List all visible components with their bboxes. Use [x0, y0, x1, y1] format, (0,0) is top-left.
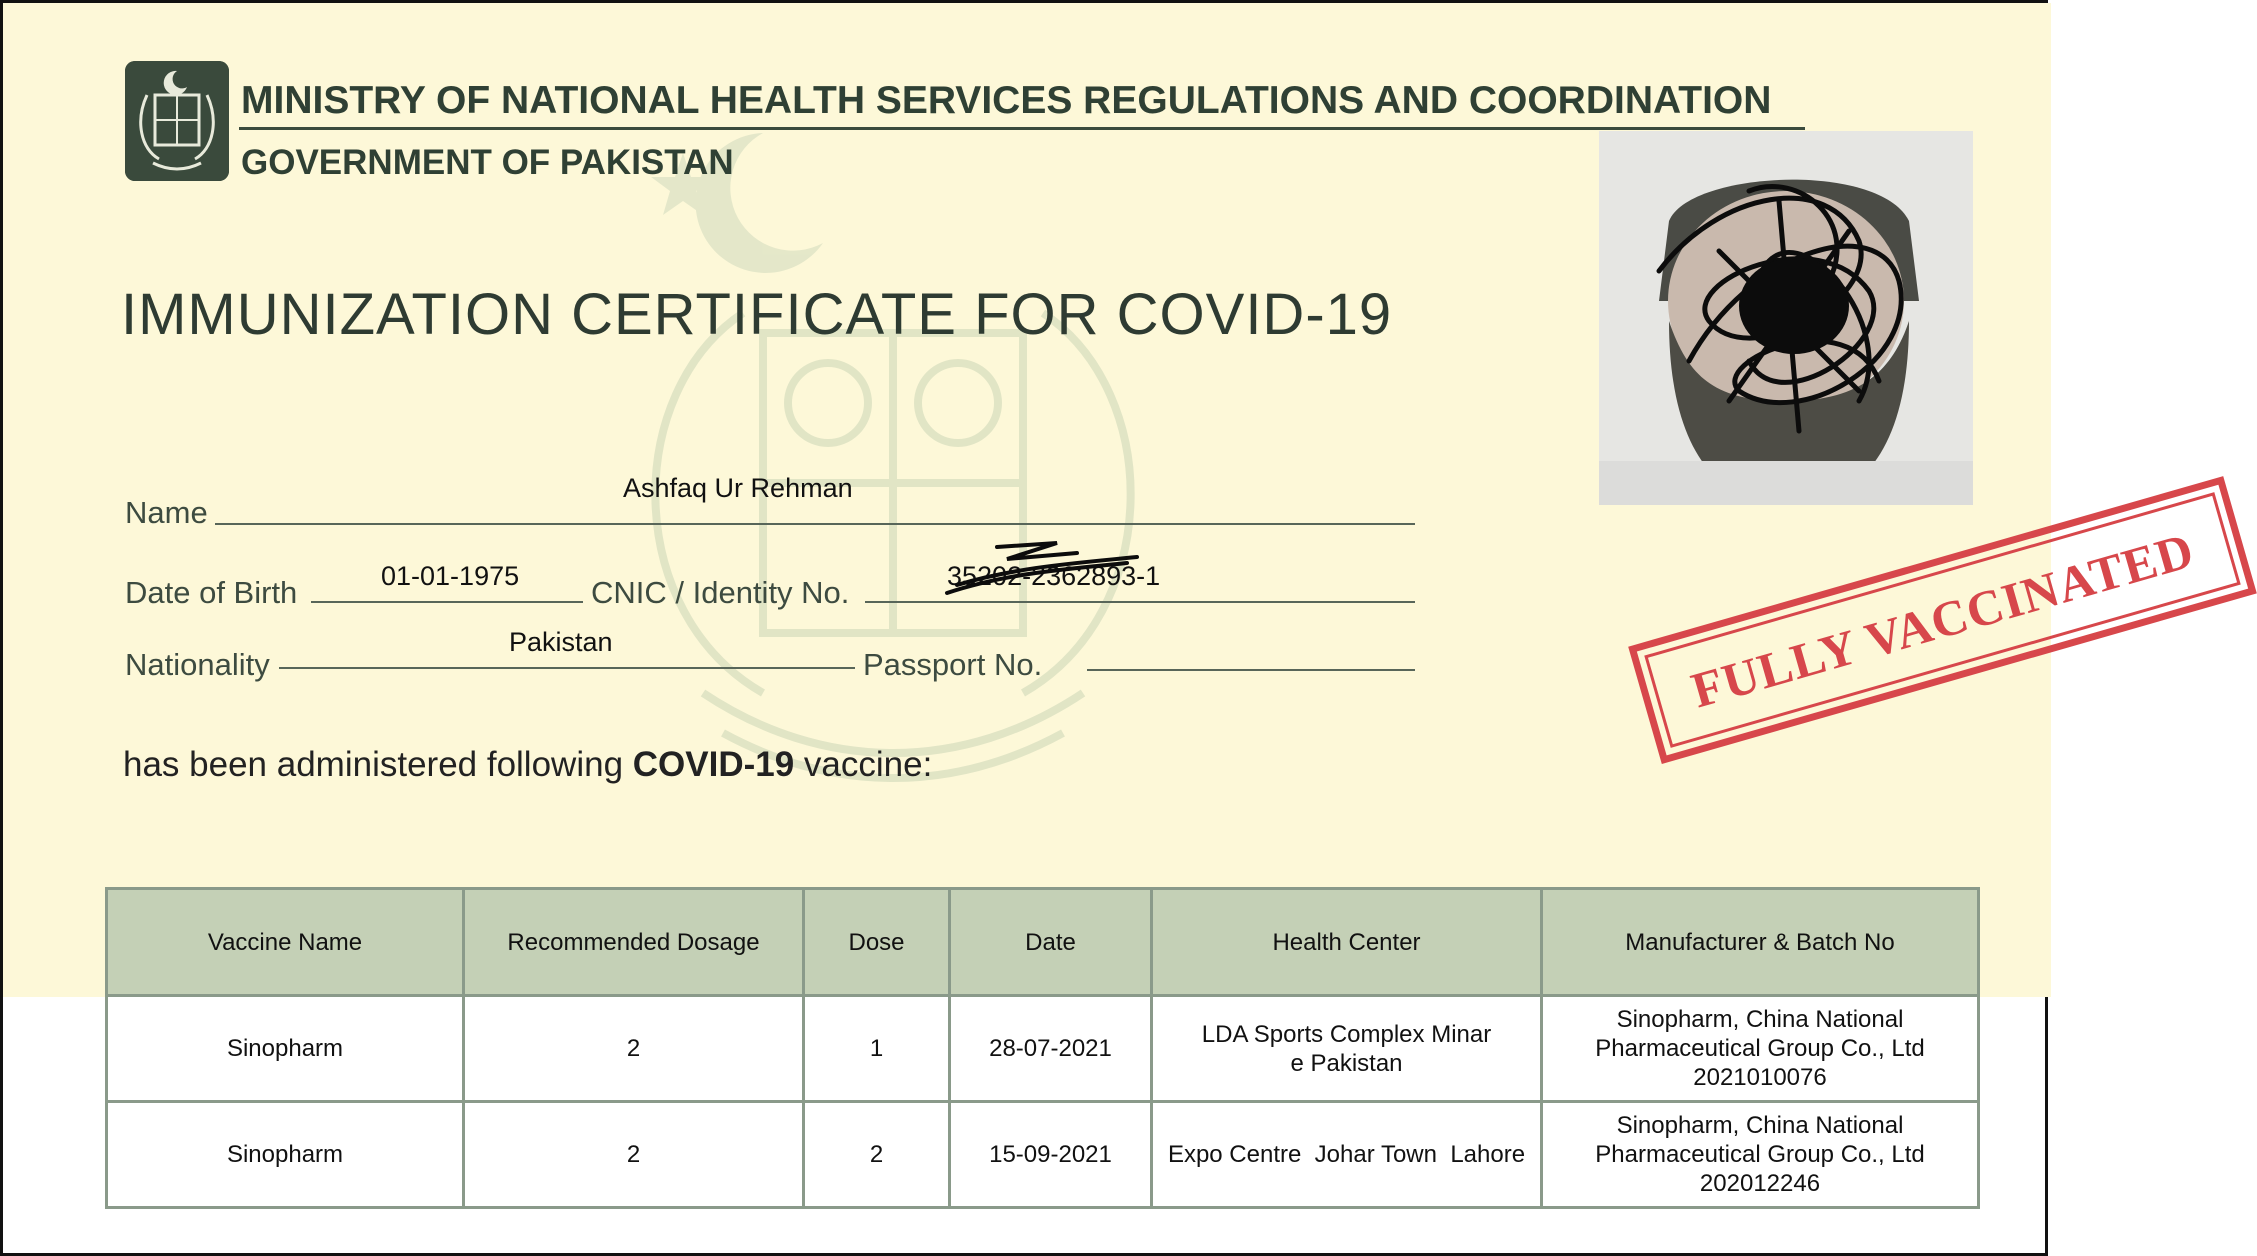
holder-photo: [1599, 131, 1973, 505]
name-line: [215, 523, 1415, 525]
table-header-row: [107, 889, 1979, 996]
cell-health-center: Expo Centre Johar Town Lahore: [1152, 1102, 1542, 1208]
name-label: Name: [125, 495, 208, 530]
ministry-logo: [125, 61, 229, 181]
nationality-label: Nationality: [125, 647, 270, 682]
header-dose: Dose: [804, 889, 950, 996]
cell-vaccine-name: Sinopharm: [107, 1102, 464, 1208]
cnic-label: CNIC / Identity No.: [591, 575, 850, 610]
header-vaccine-name: Vaccine Name: [107, 889, 464, 996]
header-recommended-dosage: Recommended Dosage: [464, 889, 804, 996]
cell-manufacturer-batch: Sinopharm, China National Pharmaceutical Group Co., Ltd 2021010076: [1542, 996, 1979, 1102]
passport-label: Passport No.: [863, 647, 1043, 682]
table-row: [107, 996, 1979, 1102]
table-row: [107, 1102, 1979, 1208]
stamp-text: FULLY VACCINATED: [1644, 492, 2241, 748]
cell-date: 15-09-2021: [950, 1102, 1152, 1208]
cnic-value: 35202-2362893-1: [947, 561, 1161, 591]
cell-date: 28-07-2021: [950, 996, 1152, 1102]
dob-line: [311, 601, 583, 603]
cell-vaccine-name: Sinopharm: [107, 996, 464, 1102]
name-value: Ashfaq Ur Rehman: [623, 473, 853, 503]
header-health-center: Health Center: [1152, 889, 1542, 996]
cell-recommended-dosage: 2: [464, 1102, 804, 1208]
cell-dose: 2: [804, 1102, 950, 1208]
nationality-line: [279, 667, 855, 669]
cell-manufacturer-batch: Sinopharm, China National Pharmaceutical Group Co., Ltd 202012246: [1542, 1102, 1979, 1208]
cell-health-center: LDA Sports Complex Minar e Pakistan: [1152, 996, 1542, 1102]
cnic-redaction-scribble: [927, 533, 1157, 603]
passport-line: [1087, 669, 1415, 671]
header-rule: [239, 127, 1805, 130]
administered-statement: [123, 745, 932, 785]
certificate-title: IMMUNIZATION CERTIFICATE FOR COVID-19: [121, 282, 1393, 347]
cell-recommended-dosage: 2: [464, 996, 804, 1102]
cell-dose: 1: [804, 996, 950, 1102]
vaccine-table: [105, 887, 1980, 1209]
statement-prefix: has been administered following: [123, 745, 633, 784]
statement-suffix: vaccine:: [794, 745, 933, 784]
dob-value: 01-01-1975: [381, 561, 520, 591]
header-date: Date: [950, 889, 1152, 996]
statement-vaccine: COVID-19: [632, 745, 795, 784]
header-manufacturer-batch: Manufacturer & Batch No: [1542, 889, 1979, 996]
nationality-value: Pakistan: [509, 627, 613, 657]
dob-label: Date of Birth: [125, 575, 298, 610]
government-name: GOVERNMENT OF PAKISTAN: [241, 143, 734, 182]
ministry-name: MINISTRY OF NATIONAL HEALTH SERVICES REGULATIONS AND COORDINATION: [241, 79, 1772, 122]
